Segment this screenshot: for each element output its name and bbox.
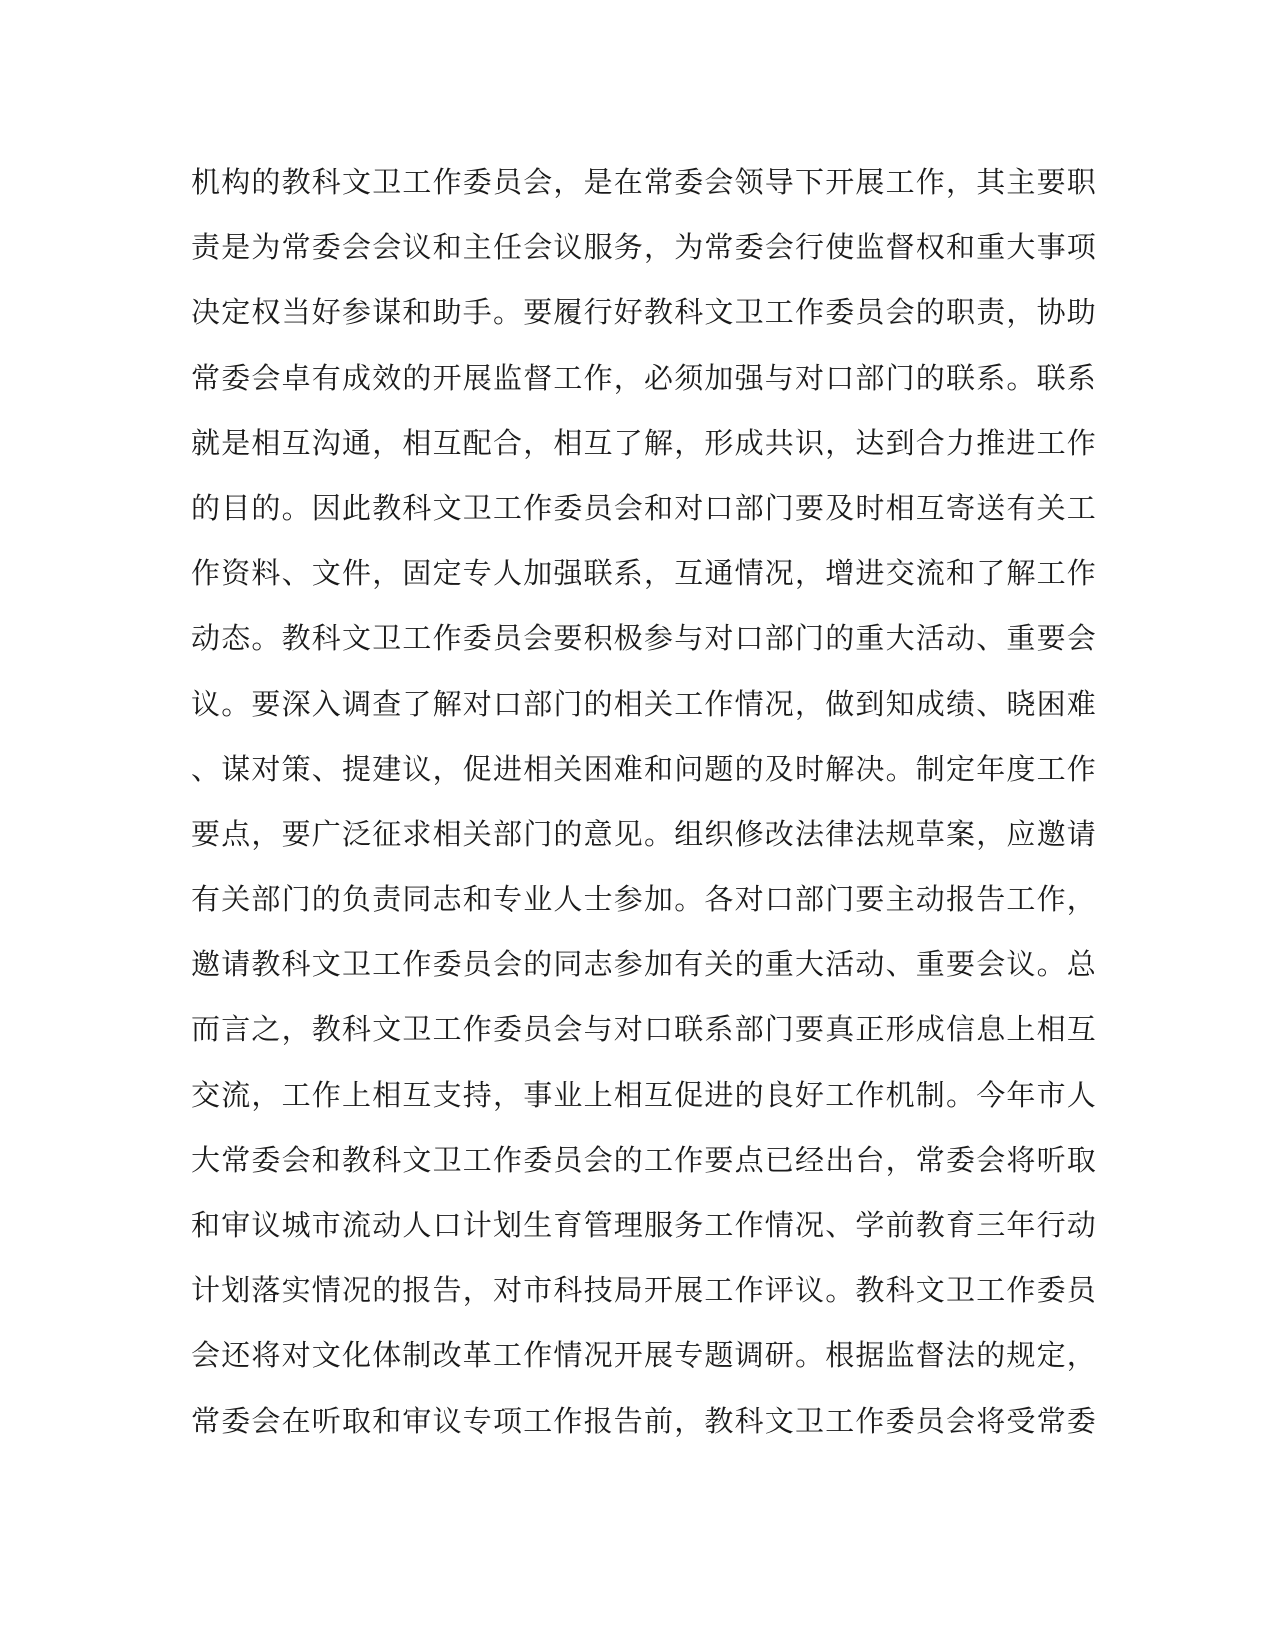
text-line: 有关部门的负责同志和专业人士参加。各对口部门要主动报告工作， — [191, 882, 1098, 917]
text-line: 常委会在听取和审议专项工作报告前，教科文卫工作委员会将受常委 — [191, 1403, 1098, 1438]
text-line: 就是相互沟通，相互配合，相互了解，形成共识，达到合力推进工作 — [191, 425, 1098, 460]
text-line: 邀请教科文卫工作委员会的同志参加有关的重大活动、重要会议。总 — [191, 947, 1098, 982]
text-line: 机构的教科文卫工作委员会，是在常委会领导下开展工作，其主要职 — [191, 165, 1098, 199]
text-line: 动态。教科文卫工作委员会要积极参与对口部门的重大活动、重要会 — [191, 621, 1098, 656]
text-line: 会还将对文化体制改革工作情况开展专题调研。根据监督法的规定， — [191, 1338, 1098, 1373]
text-line: 和审议城市流动人口计划生育管理服务工作情况、学前教育三年行动 — [191, 1208, 1098, 1242]
text-line: 决定权当好参谋和助手。要履行好教科文卫工作委员会的职责，协助 — [191, 295, 1098, 330]
text-line: 的目的。因此教科文卫工作委员会和对口部门要及时相互寄送有关工 — [191, 490, 1098, 525]
text-line: 议。要深入调查了解对口部门的相关工作情况，做到知成绩、晓困难 — [191, 686, 1098, 721]
body-text — [191, 164, 1098, 1468]
text-line: 交流，工作上相互支持，事业上相互促进的良好工作机制。今年市人 — [191, 1077, 1098, 1112]
text-line: 、谋对策、提建议，促进相关困难和问题的及时解决。制定年度工作 — [191, 751, 1098, 786]
text-line: 责是为常委会会议和主任会议服务，为常委会行使监督权和重大事项 — [191, 230, 1098, 265]
text-line: 要点，要广泛征求相关部门的意见。组织修改法律法规草案，应邀请 — [191, 816, 1098, 851]
text-line: 计划落实情况的报告，对市科技局开展工作评议。教科文卫工作委员 — [191, 1273, 1098, 1308]
text-line: 常委会卓有成效的开展监督工作，必须加强与对口部门的联系。联系 — [191, 360, 1098, 395]
text-line: 而言之，教科文卫工作委员会与对口联系部门要真正形成信息上相互 — [191, 1012, 1098, 1047]
text-line: 大常委会和教科文卫工作委员会的工作要点已经出台，常委会将听取 — [191, 1142, 1098, 1177]
text-line: 作资料、文件，固定专人加强联系，互通情况，增进交流和了解工作 — [191, 556, 1098, 591]
